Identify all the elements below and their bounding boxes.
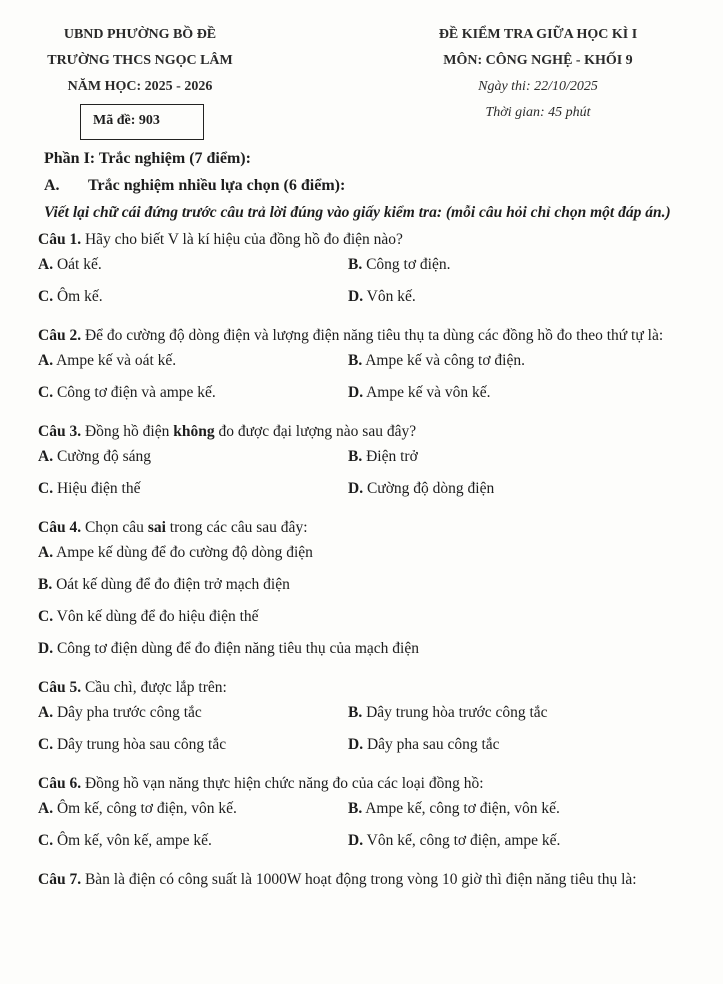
option-text: Oát kế. (53, 256, 102, 273)
option-text: Ampe kế và oát kế. (53, 352, 177, 369)
question-text: Đồng hồ điện (81, 423, 174, 440)
option-letter: A. (38, 352, 54, 369)
option-text: Công tơ điện dùng để đo điện năng tiêu thụ của mạch điện (53, 640, 419, 657)
question (38, 516, 708, 668)
option-text: Oát kế dùng để đo điện trở mạch điện (52, 576, 290, 593)
answer-option (348, 284, 658, 316)
option-list (38, 348, 708, 412)
option-letter: A. (38, 800, 54, 817)
option-letter: B. (348, 704, 363, 721)
question-text: Chọn câu (81, 519, 148, 536)
option-text: Dây trung hòa trước công tắc (362, 704, 548, 721)
question-stem (38, 516, 708, 540)
school-name: TRƯỜNG THCS NGỌC LÂM (47, 53, 233, 68)
answer-option (38, 540, 708, 572)
question-text: Hãy cho biết V là kí hiệu của đồng hồ đo điện nào? (81, 231, 403, 248)
answer-option (348, 796, 658, 828)
option-letter: C. (38, 288, 54, 305)
option-list (38, 540, 708, 668)
option-letter: B. (348, 256, 363, 273)
answer-option (348, 732, 658, 764)
option-text: Điện trở (362, 448, 418, 465)
option-text: Ôm kế. (53, 288, 103, 305)
answer-option (38, 252, 348, 284)
answer-option (38, 444, 348, 476)
exam-subject: MÔN: CÔNG NGHỆ - KHỐI 9 (443, 53, 633, 68)
answer-option (348, 476, 658, 508)
answer-option (348, 444, 658, 476)
question-text: Để đo cường độ dòng điện và lượng điện năng tiêu thụ ta dùng các đồng hồ đo theo thứ tự là: (81, 327, 664, 344)
option-letter: C. (38, 384, 54, 401)
option-text: Ampe kế và công tơ điện. (362, 352, 525, 369)
answer-option (38, 476, 348, 508)
question-stem (38, 420, 708, 444)
option-text: Dây trung hòa sau công tắc (53, 736, 227, 753)
answer-option (38, 828, 348, 860)
option-list (38, 252, 708, 316)
answer-option (38, 572, 708, 604)
option-letter: C. (38, 736, 54, 753)
question-number: Câu 2. (38, 327, 82, 344)
question-text-end: trong các câu sau đây: (165, 519, 308, 536)
instruction-text: Viết lại chữ cái đứng trước câu trả lời đúng vào giấy kiểm tra: (mỗi câu hỏi chỉ chọn một đáp án.) (44, 204, 671, 221)
option-letter: D. (348, 736, 364, 753)
option-list (38, 700, 708, 764)
answer-option (348, 348, 658, 380)
option-list (38, 796, 708, 860)
question-stem (38, 772, 708, 796)
option-text: Vôn kế. (363, 288, 416, 305)
question-emphasis: sai (147, 519, 166, 536)
option-text: Dây pha trước công tắc (53, 704, 202, 721)
question (38, 420, 708, 508)
question-number: Câu 6. (38, 775, 82, 792)
option-letter: B. (348, 800, 363, 817)
answer-option (38, 284, 348, 316)
option-letter: C. (38, 480, 54, 497)
question-number: Câu 4. (38, 519, 82, 536)
question-number: Câu 5. (38, 679, 82, 696)
option-letter: D. (348, 384, 364, 401)
ward-name: UBND PHƯỜNG BỒ ĐỀ (63, 27, 217, 42)
option-letter: B. (348, 448, 363, 465)
question-list (38, 228, 708, 892)
exam-duration: Thời gian: 45 phút (485, 105, 591, 120)
option-list (38, 444, 708, 508)
section-number: A. (44, 177, 60, 194)
question-text-end: đo được đại lượng nào sau đây? (214, 423, 417, 440)
section-title: Trắc nghiệm nhiều lựa chọn (6 điểm): (88, 177, 346, 194)
option-text: Vôn kế dùng để đo hiệu điện thế (53, 608, 259, 625)
answer-option (38, 636, 708, 668)
option-letter: B. (348, 352, 363, 369)
question-text: Bàn là điện có công suất là 1000W hoạt động trong vòng 10 giờ thì điện năng tiêu thụ là: (81, 871, 637, 888)
option-text: Cường độ sáng (53, 448, 152, 465)
exam-content (38, 146, 708, 900)
option-letter: A. (38, 544, 54, 561)
option-text: Ampe kế, công tơ điện, vôn kế. (362, 800, 560, 817)
option-letter: A. (38, 256, 54, 273)
exam-header (368, 22, 708, 126)
option-text: Vôn kế, công tơ điện, ampe kế. (363, 832, 561, 849)
option-letter: C. (38, 832, 54, 849)
option-letter: D. (348, 288, 364, 305)
option-text: Ampe kế dùng để đo cường độ dòng điện (53, 544, 313, 561)
question-number: Câu 3. (38, 423, 82, 440)
option-letter: A. (38, 704, 54, 721)
exam-title: ĐỀ KIỂM TRA GIỮA HỌC KÌ I (438, 27, 638, 42)
question-stem (38, 868, 708, 892)
exam-code-box: Mã đề: 903 (80, 104, 204, 140)
question-emphasis: không (173, 423, 215, 440)
question-text: Cầu chì, được lắp trên: (81, 679, 227, 696)
option-text: Dây pha sau công tắc (363, 736, 500, 753)
option-text: Ôm kế, công tơ điện, vôn kế. (53, 800, 237, 817)
answer-option (38, 380, 348, 412)
question-stem (38, 676, 708, 700)
option-text: Cường độ dòng điện (363, 480, 495, 497)
exam-date: Ngày thi: 22/10/2025 (478, 79, 598, 94)
question-number: Câu 1. (38, 231, 82, 248)
part-heading: Phần I: Trắc nghiệm (7 điểm): (44, 150, 251, 167)
option-letter: C. (38, 608, 54, 625)
option-text: Ampe kế và vôn kế. (363, 384, 491, 401)
school-year: NĂM HỌC: 2025 - 2026 (67, 79, 213, 94)
option-letter: A. (38, 448, 54, 465)
option-text: Hiệu điện thế (53, 480, 141, 497)
question (38, 676, 708, 764)
option-text: Công tơ điện và ampe kế. (53, 384, 216, 401)
question-stem (38, 228, 708, 252)
option-letter: B. (38, 576, 53, 593)
answer-option (348, 700, 658, 732)
option-letter: D. (348, 480, 364, 497)
section-heading (38, 172, 708, 200)
question (38, 324, 708, 412)
option-letter: D. (348, 832, 364, 849)
option-text: Ôm kế, vôn kế, ampe kế. (53, 832, 212, 849)
question (38, 228, 708, 316)
answer-option (38, 732, 348, 764)
answer-option (348, 252, 658, 284)
question (38, 772, 708, 860)
option-text: Công tơ điện. (362, 256, 451, 273)
answer-option (38, 700, 348, 732)
answer-option (38, 604, 708, 636)
answer-option (348, 380, 658, 412)
question-stem (38, 324, 708, 348)
question (38, 868, 708, 892)
question-text: Đồng hồ vạn năng thực hiện chức năng đo của các loại đồng hồ: (81, 775, 484, 792)
question-number: Câu 7. (38, 871, 82, 888)
answer-option (348, 828, 658, 860)
school-header (20, 22, 260, 100)
answer-option (38, 348, 348, 380)
answer-option (38, 796, 348, 828)
option-letter: D. (38, 640, 54, 657)
